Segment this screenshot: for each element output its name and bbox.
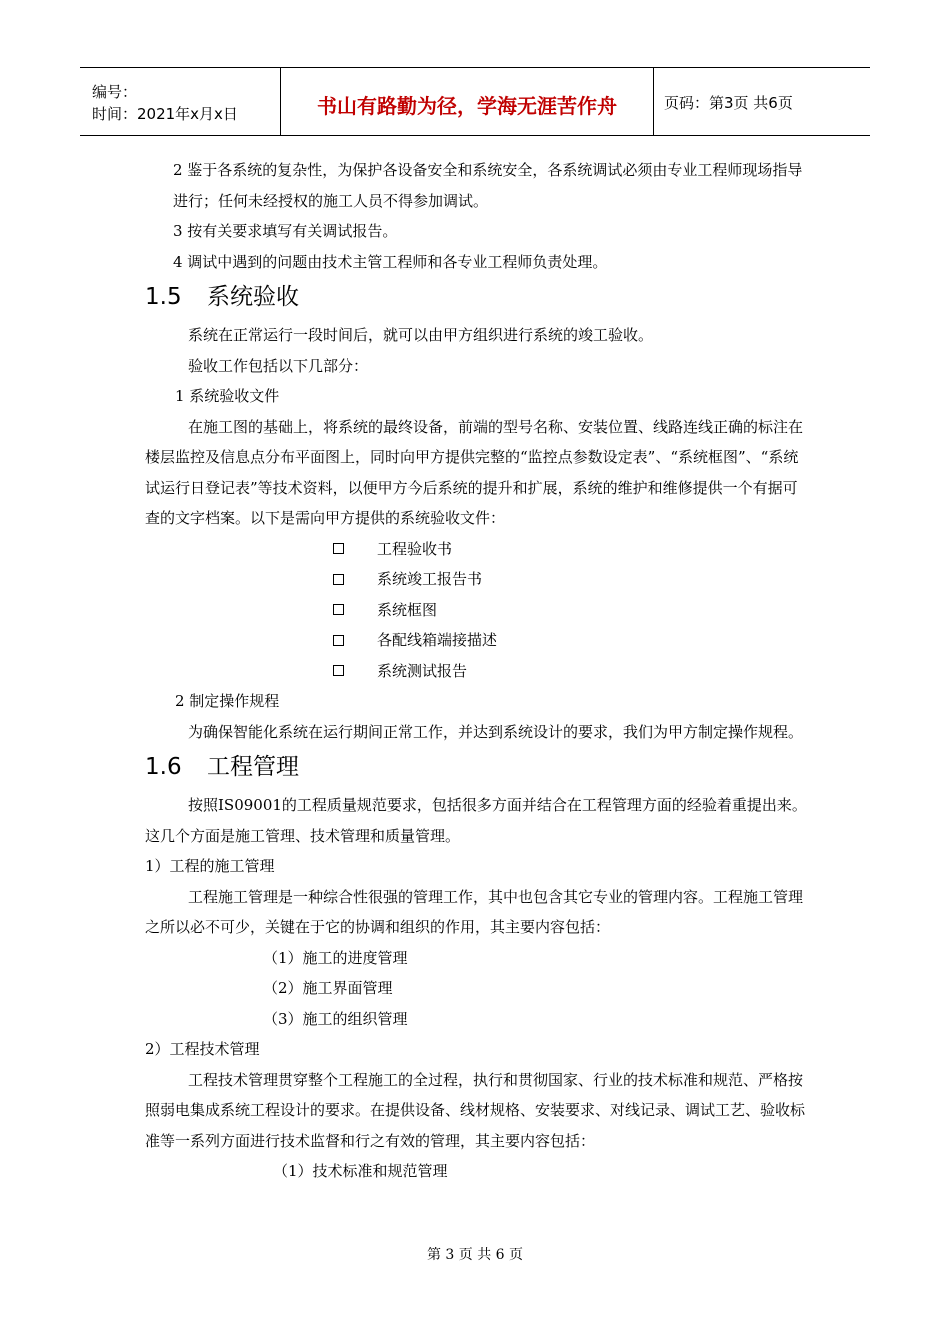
header-page-label: 页码：第3页 共6页 xyxy=(664,94,793,112)
header-left-cell xyxy=(80,68,281,135)
checklist-item-label: 系统竣工报告书 xyxy=(377,570,483,588)
checklist-item xyxy=(333,564,810,595)
checklist-item xyxy=(333,625,810,656)
checklist-item-label: 系统测试报告 xyxy=(377,661,468,680)
paragraph: 为确保智能化系统在运行期间正常工作，并达到系统设计的要求，我们为甲方制定操作规程。 xyxy=(188,722,804,741)
section-heading-1-6 xyxy=(145,752,810,782)
checklist-item xyxy=(333,534,810,565)
checklist-item-label: 各配线箱端接描述 xyxy=(377,631,498,649)
document-time-label: 时间：2021年x月x日 xyxy=(92,104,238,123)
paragraph: 工程施工管理是一种综合性很强的管理工作，其中也包含其它专业的管理内容。工程施工管理之所以必不可少，关键在于它的协调和组织的作用，其主要内容包括： xyxy=(145,887,804,936)
section-heading-1-5 xyxy=(145,282,810,312)
document-number-label: 编号： xyxy=(92,82,138,101)
checklist-item xyxy=(333,656,810,687)
paragraph: 2 鉴于各系统的复杂性，为保护各设备安全和系统安全，各系统调试必须由专业工程师现场指导进行；任何未经授权的施工人员不得参加调试。 xyxy=(173,161,803,210)
section-number: 1.6 xyxy=(145,754,182,780)
checkbox-icon xyxy=(333,604,344,615)
paragraph: 在施工图的基础上，将系统的最终设备，前端的型号名称、安装位置、线路连线正确的标注在楼层监控及信息点分布平面图上，同时向甲方提供完整的“监控点参数设定表”、“系统框图”、“系统试运行日登记表”等技术资料，以便甲方今后系统的提升和扩展，系统的维护和维修提供一个有据可查的文字档案。以下是需向甲方提供的系统验收文件： xyxy=(145,417,804,527)
checklist-item-label: 系统框图 xyxy=(377,600,438,619)
list-item: （1）技术标准和规范管理 xyxy=(273,1162,448,1180)
list-heading: 1 系统验收文件 xyxy=(175,387,280,405)
list-heading: 2）工程技术管理 xyxy=(145,1040,260,1058)
section-title: 系统验收 xyxy=(207,284,299,310)
checkbox-icon xyxy=(333,665,344,676)
section-title: 工程管理 xyxy=(207,754,299,780)
list-item: （3）施工的组织管理 xyxy=(263,1009,408,1028)
acceptance-document-checklist xyxy=(145,534,810,687)
paragraph: 4 调试中遇到的问题由技术主管工程师和各专业工程师负责处理。 xyxy=(173,252,608,271)
checkbox-icon xyxy=(333,574,344,585)
paragraph: 验收工作包括以下几部分： xyxy=(188,356,369,375)
paragraph: 工程技术管理贯穿整个工程施工的全过程，执行和贯彻国家、行业的技术标准和规范、严格按照弱电集成系统工程设计的要求。在提供设备、线材规格、安装要求、对线记录、调试工艺、验收标准等一系列方面进行技术监督和行之有效的管理，其主要内容包括： xyxy=(145,1070,806,1150)
header-motto: 书山有路勤为径，学海无涯苦作舟 xyxy=(281,68,654,135)
checklist-item-label: 工程验收书 xyxy=(377,539,453,558)
checklist-item xyxy=(333,595,810,626)
section-number: 1.5 xyxy=(145,284,182,310)
list-heading: 1）工程的施工管理 xyxy=(145,857,275,875)
checkbox-icon xyxy=(333,635,344,646)
paragraph: 系统在正常运行一段时间后，就可以由甲方组织进行系统的竣工验收。 xyxy=(188,326,654,344)
header-table xyxy=(80,67,870,136)
checkbox-icon xyxy=(333,543,344,554)
paragraph: 按照IS09001的工程质量规范要求，包括很多方面并结合在工程管理方面的经验着重提出来。这几个方面是施工管理、技术管理和质量管理。 xyxy=(145,796,807,845)
list-item: （1）施工的进度管理 xyxy=(263,948,408,967)
list-heading: 2 制定操作规程 xyxy=(175,692,280,710)
paragraph: 3 按有关要求填写有关调试报告。 xyxy=(173,222,398,240)
list-item: （2）施工界面管理 xyxy=(263,979,393,997)
document-body xyxy=(145,155,810,1187)
page-footer: 第 3 页 共 6 页 xyxy=(426,1247,524,1263)
